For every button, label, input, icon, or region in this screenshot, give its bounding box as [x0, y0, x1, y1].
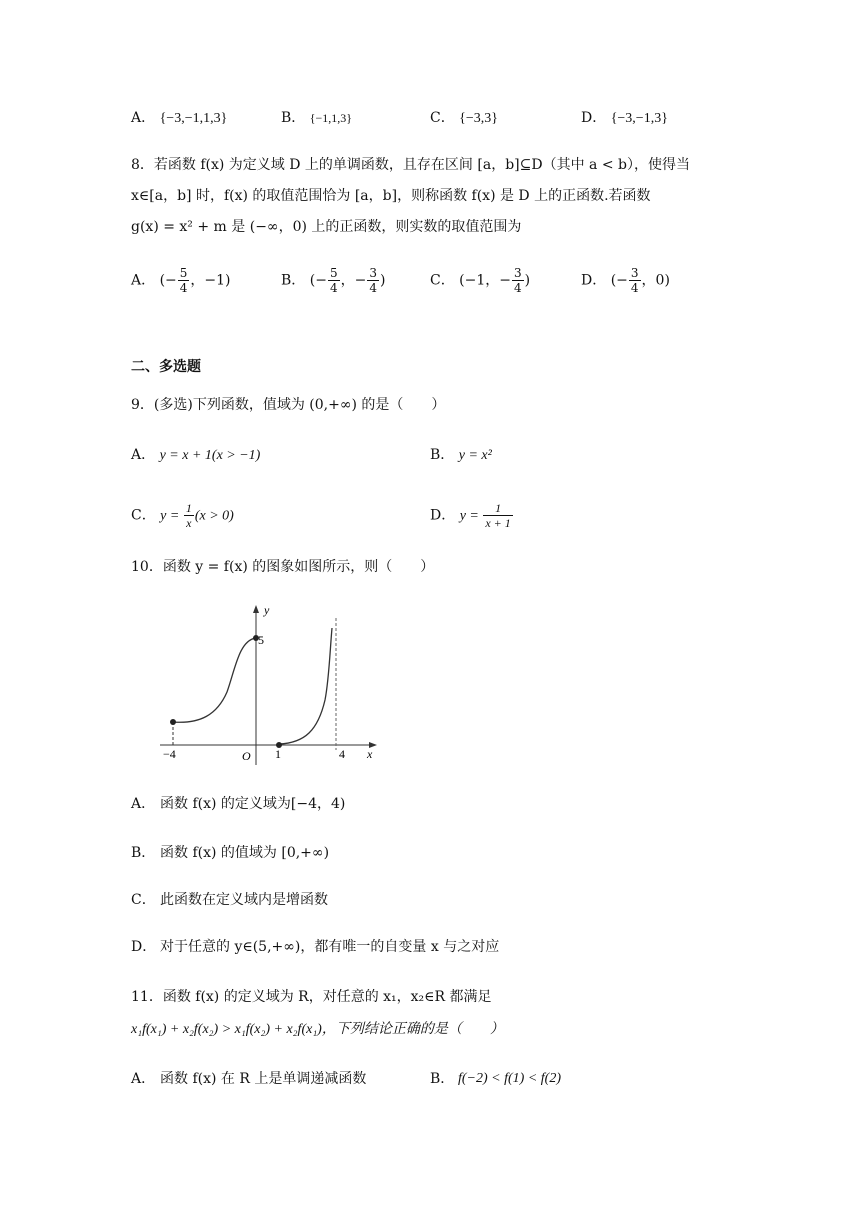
option-open: (−	[159, 272, 177, 289]
q10-option-d: D．	[131, 939, 157, 955]
tick-1: 1	[275, 747, 281, 761]
fraction-numerator: 1	[483, 501, 512, 516]
option-text: y = x + 1(x > −1)	[159, 448, 261, 463]
q10-option-a-text: 函数 f(x) 的定义域为[−4，4)	[160, 796, 346, 812]
fraction	[629, 266, 641, 295]
option-text: y = x²	[458, 448, 492, 463]
curve-left	[173, 638, 256, 722]
option-pre: y =	[459, 508, 483, 524]
option-letter: A．	[131, 110, 156, 126]
option-letter: C．	[131, 507, 156, 524]
q11-option-a-text: 函数 f(x) 在 R 上是单调递减函数	[160, 1071, 367, 1087]
option-letter: A．	[131, 447, 156, 463]
q8-stem-line2: x∈[a，b] 时，f(x) 的取值范围恰为 [a，b]，则称函数 f(x) 是 D 上的正函数.若函数	[131, 188, 651, 204]
option-open: (−	[309, 272, 327, 289]
option-text: {−3,−1,1,3}	[159, 111, 228, 126]
fraction-numerator: 1	[185, 501, 192, 515]
tick-neg4: −4	[163, 747, 176, 761]
q11-option-b: B．	[430, 1071, 455, 1087]
q10-option-b: B．	[131, 845, 156, 861]
q10-function-graph	[155, 600, 385, 770]
q9-option-b	[430, 445, 492, 466]
q11-option-b-text: f(−2) < f(1) < f(2)	[458, 1071, 561, 1086]
fraction	[483, 501, 512, 530]
origin-label: O	[242, 749, 251, 763]
fraction-denominator: 4	[179, 281, 188, 295]
option-letter: B．	[281, 110, 306, 126]
option-letter: D．	[430, 507, 456, 524]
q9-stem: 9．(多选)下列函数，值域为 (0,+∞) 的是（ ）	[131, 397, 446, 413]
fraction	[184, 501, 194, 530]
fraction-numerator: 3	[514, 266, 522, 280]
option-letter: B．	[281, 272, 306, 289]
option-letter: A．	[131, 272, 156, 289]
tick-5: 5	[258, 633, 264, 647]
option-letter: D．	[581, 272, 607, 289]
q11-option-a: A．	[131, 1071, 156, 1087]
option-letter: B．	[430, 447, 455, 463]
q8-stem-line3: g(x) = x² + m 是 (−∞，0) 上的正函数，则实数的取值范围为	[131, 219, 522, 235]
q9-option-d	[430, 501, 514, 530]
option-close: ，0)	[641, 272, 670, 289]
q8-stem-line1: 8．若函数 f(x) 为定义域 D 上的单调函数，且存在区间 [a，b]⊆D（其中 a < b），使得当	[131, 157, 690, 173]
curve-right	[279, 628, 332, 744]
q10-option-c-text: 此函数在定义域内是增函数	[160, 892, 328, 908]
tick-4: 4	[339, 747, 345, 761]
fraction-numerator: 3	[630, 266, 639, 280]
option-letter: C．	[430, 110, 455, 126]
q10-option-d-text: 对于任意的 y∈(5,+∞)，都有唯一的自变量 x 与之对应	[160, 939, 500, 955]
option-open: (−	[610, 272, 628, 289]
option-post: (x > 0)	[194, 508, 234, 524]
point-neg4	[170, 719, 176, 725]
option-close: )	[379, 272, 386, 289]
section-title: 二、多选题	[131, 359, 201, 375]
option-text: {−1,1,3}	[309, 111, 353, 125]
option-letter: C．	[430, 272, 455, 289]
option-text: {−3,−1,3}	[610, 111, 668, 126]
q11-stem-line1: 11．函数 f(x) 的定义域为 R，对任意的 x₁，x₂∈R 都满足	[131, 989, 492, 1005]
q11-stem-line2: x₁f(x₁) + x₂f(x₂) > x₁f(x₂) + x₂f(x₁)，下列结论正确的是（ ）	[131, 1022, 504, 1037]
fraction-numerator: 5	[179, 266, 188, 280]
fraction-numerator: 5	[329, 266, 338, 280]
q9-option-c	[131, 501, 234, 530]
q8-option-b	[281, 266, 385, 295]
q10-stem: 10．函数 y = f(x) 的图象如图所示，则（ ）	[131, 559, 435, 575]
option-pre: y =	[160, 508, 183, 524]
q9-option-a	[131, 445, 260, 466]
option-close: ，−1)	[190, 272, 231, 289]
fraction-denominator: 4	[514, 281, 522, 295]
y-axis-arrow	[253, 605, 259, 613]
q7-option-d	[581, 108, 668, 129]
fraction	[367, 266, 379, 295]
fraction-numerator: 3	[369, 266, 377, 280]
fraction-denominator: 4	[369, 281, 377, 295]
option-open: (−1，−	[459, 272, 512, 289]
fraction-denominator: x	[186, 516, 192, 530]
fraction-denominator: 4	[630, 281, 639, 295]
q7-option-b	[281, 108, 352, 128]
option-mid: ，−	[340, 272, 367, 289]
x-axis-label: x	[367, 747, 373, 761]
q7-option-c	[430, 108, 498, 129]
fraction-denominator: 4	[329, 281, 338, 295]
option-text: {−3,3}	[459, 111, 499, 126]
q7-option-a	[131, 108, 227, 129]
option-letter: D．	[581, 110, 607, 126]
fraction	[328, 266, 340, 295]
q10-option-b-text: 函数 f(x) 的值域为 [0,+∞)	[160, 845, 330, 861]
q10-option-c: C．	[131, 892, 156, 908]
q8-option-d	[581, 266, 670, 295]
option-close: )	[524, 272, 531, 289]
q8-option-c	[430, 266, 530, 295]
y-axis-label: y	[264, 603, 270, 617]
fraction-denominator: x + 1	[485, 516, 511, 530]
fraction	[512, 266, 524, 295]
q8-option-a	[131, 266, 231, 295]
fraction	[178, 266, 190, 295]
q10-option-a: A．	[131, 796, 156, 812]
